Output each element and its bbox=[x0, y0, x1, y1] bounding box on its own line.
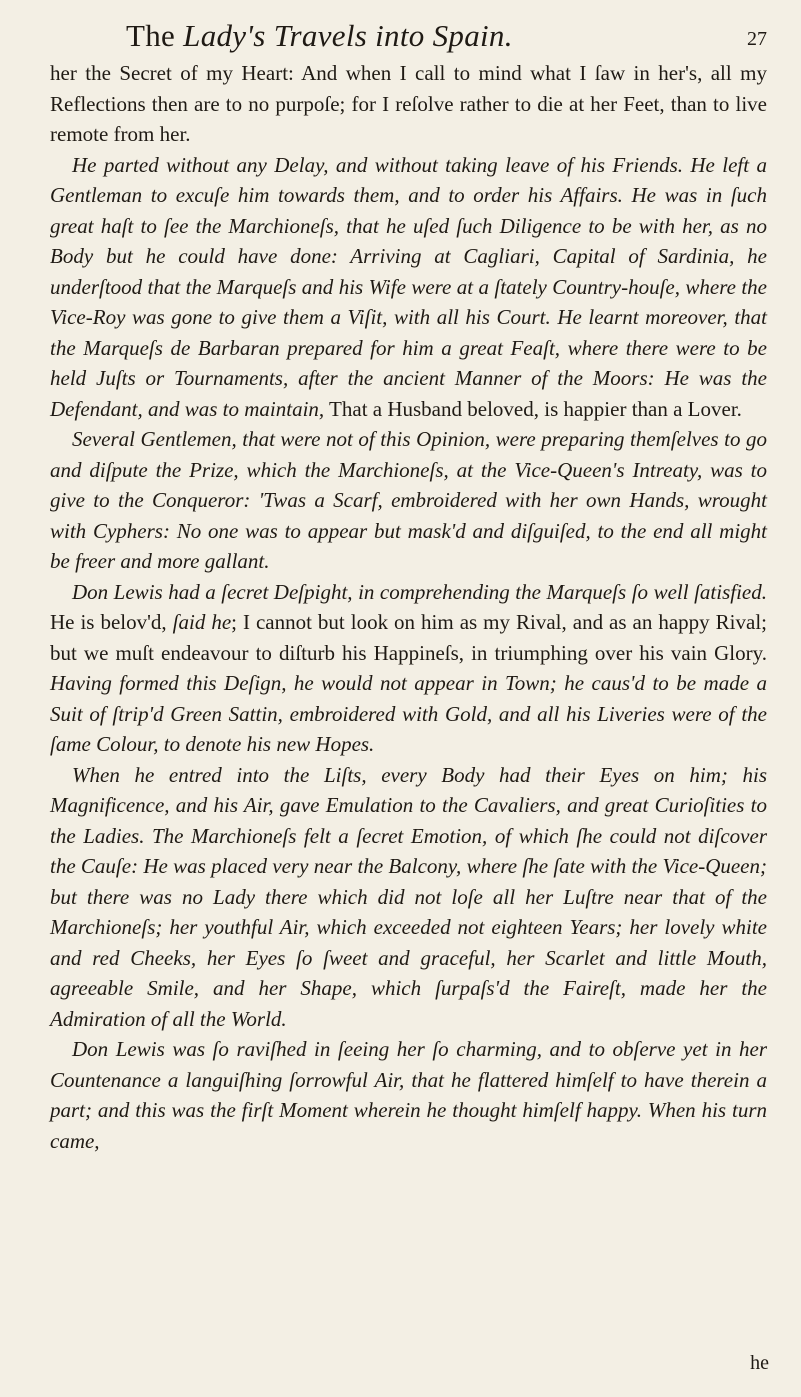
paragraph-5 bbox=[50, 760, 767, 1035]
running-head bbox=[50, 14, 767, 58]
p4-roman-b: ; I cannot but look on him as my Rival, and as an happy Rival; but we muſt endeavour to diſturb his Happineſs, in triumphing over his vain Glory. bbox=[50, 610, 767, 665]
p5-italic: When he entred into the Liſts, every Body had their Eyes on him; his Magnificence, and his Air, gave Emulation to the Cavaliers, and great Curioſities to the Ladies. The Marchioneſs felt a ſecret Emotion, of which ſhe could not diſcover the Cauſe: He was placed very near the Balcony, where ſhe ſate with the Vice-Queen; but there was no Lady there which did not loſe all her Luſtre near that of the Marchioneſs; her youthful Air, which exceeded not eighteen Years; her lovely white and red Cheeks, her Eyes ſo ſweet and graceful, her Scarlet and little Mouth, agreeable Smile, and her Shape, which ſurpaſs'd the Faireſt, made her the Admiration of all the World. bbox=[50, 762, 767, 1031]
p4-italic-c: Having formed this Deſign, he would not appear in Town; he caus'd to be made a Suit of ſtrip'd Green Sattin, embroidered with Gold, and all his Liveries were of the ſame Colour, to denote his new Hopes. bbox=[50, 671, 767, 756]
paragraph-1 bbox=[50, 58, 767, 150]
title-italic: Lady's Travels into Spain. bbox=[183, 18, 513, 53]
paragraph-2 bbox=[50, 150, 767, 425]
running-title bbox=[126, 18, 513, 54]
p4-roman-a: He is belov'd, bbox=[50, 610, 173, 634]
paragraph-4 bbox=[50, 577, 767, 760]
catchword: he bbox=[750, 1352, 769, 1374]
p1-roman: her the Secret of my Heart: And when I call to mind what I ſaw in her's, all my Reflections then are to no purpoſe; for I reſolve rather to die at her Feet, than to live remote from her. bbox=[50, 61, 767, 146]
page-number: 27 bbox=[747, 28, 767, 50]
p3-italic: Several Gentlemen, that were not of this Opinion, were preparing themſelves to go and diſpute the Prize, which the Marchioneſs, at the Vice-Queen's Intreaty, was to give to the Conqueror: 'Twas a Scarf, embroidered with her own Hands, wrought with Cyphers: No one was to appear but mask'd and diſguiſed, to the end all might be freer and more gallant. bbox=[50, 427, 767, 573]
p4-italic-b: ſaid he bbox=[172, 610, 232, 634]
p4-italic-a: Don Lewis had a ſecret Deſpight, in comprehending the Marqueſs ſo well ſatisfied. bbox=[72, 579, 767, 604]
p6-italic: Don Lewis was ſo raviſhed in ſeeing her ſo charming, and to obſerve yet in her Countenance a languiſhing ſorrowful Air, that he flattered himſelf to have therein a part; and this was the firſt Moment wherein he thought himſelf happy. When his turn came, bbox=[50, 1037, 767, 1153]
paragraph-3 bbox=[50, 424, 767, 577]
p2-roman: That a Husband beloved, is happier than a Lover. bbox=[324, 396, 742, 421]
p2-italic: He parted without any Delay, and without taking leave of his Friends. He left a Gentleman to excuſe him towards them, and to order his Affairs. He was in ſuch great haſt to ſee the Marchioneſs, that he uſed ſuch Diligence to be with her, as no Body but he could have done: Arriving at Cagliari, Capital of Sardinia, he underſtood that the Marqueſs and his Wife were at a ſtately Country-houſe, where the Vice-Roy was gone to give them a Viſit, with all his Court. He learnt moreover, that the Marqueſs de Barbaran prepared for him a great Feaſt, where there were to be held Juſts or Tournaments, after the ancient Manner of the Moors: He was the Defendant, and was to maintain, bbox=[50, 152, 767, 421]
paragraph-6 bbox=[50, 1034, 767, 1156]
body-text bbox=[50, 58, 767, 1156]
title-start: The bbox=[126, 18, 184, 53]
